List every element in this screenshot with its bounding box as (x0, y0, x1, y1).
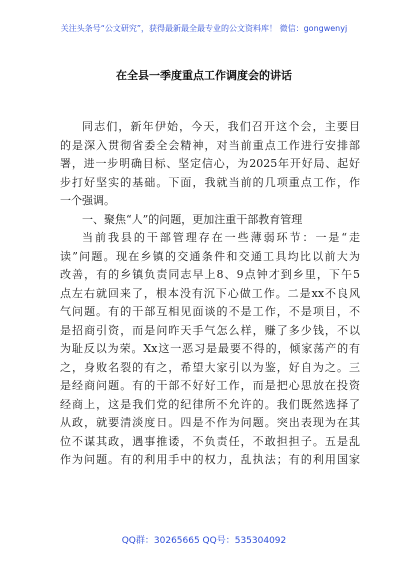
paragraph-line: 的是深入贯彻省委全会精神，对当前重点工作进行安排部 (60, 138, 360, 152)
paragraph-line: 为耻反以为荣。Xx这一恶习是最要不得的，倾家荡产的有 (60, 342, 360, 355)
paragraph-line: 步打好坚实的基础。下面，我就当前的几项重点工作，作 (60, 175, 360, 189)
paragraph-line: 是经商问题。有的干部不好好工作，而是把心思放在投资 (60, 379, 360, 392)
paragraph-line: 读”问题。现在乡镇的交通条件和交通工具均比以前大为 (60, 249, 360, 263)
section-heading: 一、聚焦“人”的问题，更加注重干部教育管理 (82, 212, 303, 226)
paragraph-line: 同志们，新年伊始，今天，我们召开这个会，主要目 (82, 120, 360, 133)
paragraph-line: 改善，有的乡镇负责同志早上8、9点钟才到乡里，下午5 (60, 268, 360, 281)
paragraph-line: 是招商引资，而是问昨天手气怎么样，赚了多少钱，不以 (60, 323, 360, 337)
paragraph-line: 位不谋其政，遇事推诿，不负责任，不敢担担子。五是乱 (60, 434, 360, 448)
paragraph-line: 署，进一步明确目标、坚定信心，为2025年开好局、起好 (60, 157, 360, 170)
paragraph-line: 一个强调。 (60, 194, 115, 207)
document-title: 在全县一季度重点工作调度会的讲话 (116, 69, 292, 82)
paragraph-line: 经商上，这是我们党的纪律所不允许的。我们既然选择了 (60, 397, 360, 411)
paragraph-line: 作为问题。有的利用手中的权力，乱执法；有的利用国家 (60, 453, 360, 466)
paragraph-line: 从政，就要清淡度日。四是不作为问题。突出表现为在其 (60, 416, 360, 429)
paragraph-line: 当前我县的干部管理存在一些薄弱环节：一是“走 (82, 231, 360, 244)
paragraph-line: 点左右就回来了，根本没有沉下心做工作。二是xx不良风 (60, 286, 360, 300)
paragraph-line: 气问题。有的干部互相见面谈的不是工作，不是项目，不 (60, 305, 360, 318)
document-body (60, 118, 360, 470)
paragraph-line: 之，身败名裂的有之，希望大家引以为鉴，好自为之。三 (60, 360, 360, 374)
header-promo-note: 关注头条号“公文研究”，获得最新最全最专业的公文资料库！ 微信：gongwenyj (60, 24, 348, 33)
footer-contact-note: QQ群：30265665 QQ号：535304092 (121, 536, 287, 546)
